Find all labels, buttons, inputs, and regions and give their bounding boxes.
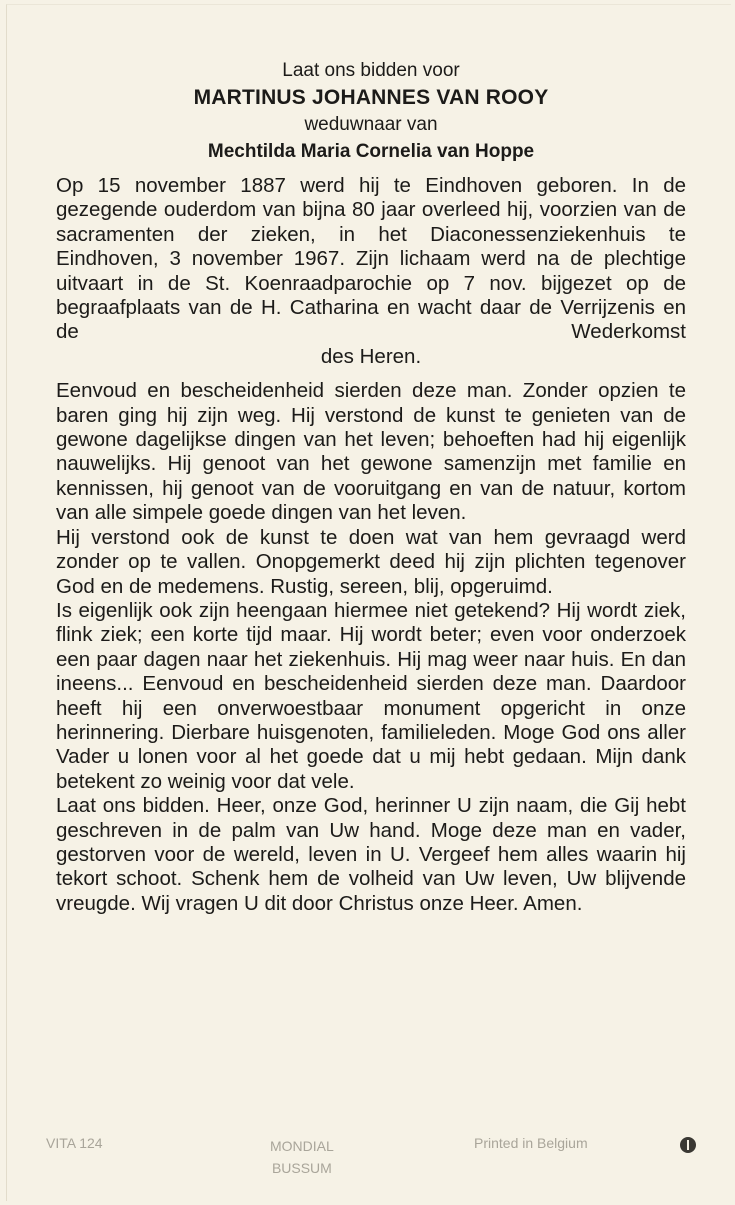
card-content: [56, 58, 686, 916]
prayer-paragraph: Laat ons bidden. Heer, onze God, herinner U zijn naam, die Gij hebt geschreven in de palm van Uw hand. Moge deze man en vader, gestorven voor de wereld, leven in U. Vergeef hem alles waarin hij tekort schoot. Schenk hem de volheid van Uw leven, Uw blijvende vreugde. Wij vragen U dit door Christus onze Heer. Amen.: [56, 794, 686, 915]
reflection-paragraph-3: Is eigenlijk ook zijn heengaan hiermee niet getekend? Hij wordt ziek, flink ziek; een korte tijd maar. Hij wordt beter; even voor onderzoek een paar dagen naar het ziekenhuis. Hij mag weer naar huis. En dan ineens... Eenvoud en bescheidenheid sierden deze man. Daardoor heeft hij een onverwoestbaar monument opgericht in onze herinnering. Dierbare huisgenoten, familieleden. Moge God ons aller Vader u lonen voor al het goede dat u mij hebt gedaan. Mijn dank betekent zo weinig voor dat vele.: [56, 598, 686, 793]
spouse-name: Mechtilda Maria Cornelia van Hoppe: [207, 141, 535, 162]
publisher-city: BUSSUM: [271, 1160, 332, 1176]
reflection-paragraph-2: Hij verstond ook de kunst te doen wat van hem gevraagd werd zonder op te vallen. Onopgemerkt deed hij zijn plichten tegenover God en de medemens. Rustig, sereen, blij, opgeruimd.: [56, 525, 686, 598]
card-code: VITA 124: [46, 1135, 103, 1151]
relation-line: weduwnaar van: [304, 114, 438, 135]
reflection-paragraph-1: Eenvoud en bescheidenheid sierden deze man. Zonder opzien te baren ging hij zijn weg. Hij verstond de kunst te genieten van de gewone dagelijkse dingen van het leven; behoeften had hij eigenlijk nauwelijks. Hij genoot van het gewone samenzijn met familie en kennissen, hij genoot van de vooruitgang en van de natuur, kortom van alle simpele goede dingen van het leven.: [56, 379, 686, 525]
printed-in-label: Printed in Belgium: [474, 1135, 588, 1151]
intro-line: Laat ons bidden voor: [282, 60, 460, 81]
biography-paragraph: Op 15 november 1887 werd hij te Eindhoven geboren. In de gezegende ouderdom van bijna 80 jaar overleed hij, voorzien van de sacramenten der zieken, in het Diaconessenziekenhuis te Eindhoven, 3 november 1967. Zijn lichaam werd na de plechtige uitvaart in de St. Koenraadparochie op 7 nov. bijgezet op de begraafplaats van de H. Catharina en wacht daar de Verrijzenis en de Wederkomst: [56, 174, 686, 344]
printer-footer: [46, 1135, 706, 1185]
paragraph-gap: [56, 369, 686, 379]
deceased-name: MARTINUS JOHANNES VAN ROOY: [193, 86, 549, 109]
publisher: [270, 1135, 334, 1179]
printer-mark-icon: [680, 1137, 696, 1153]
biography-last-line: des Heren.: [320, 344, 422, 368]
publisher-name: MONDIAL: [270, 1138, 334, 1154]
